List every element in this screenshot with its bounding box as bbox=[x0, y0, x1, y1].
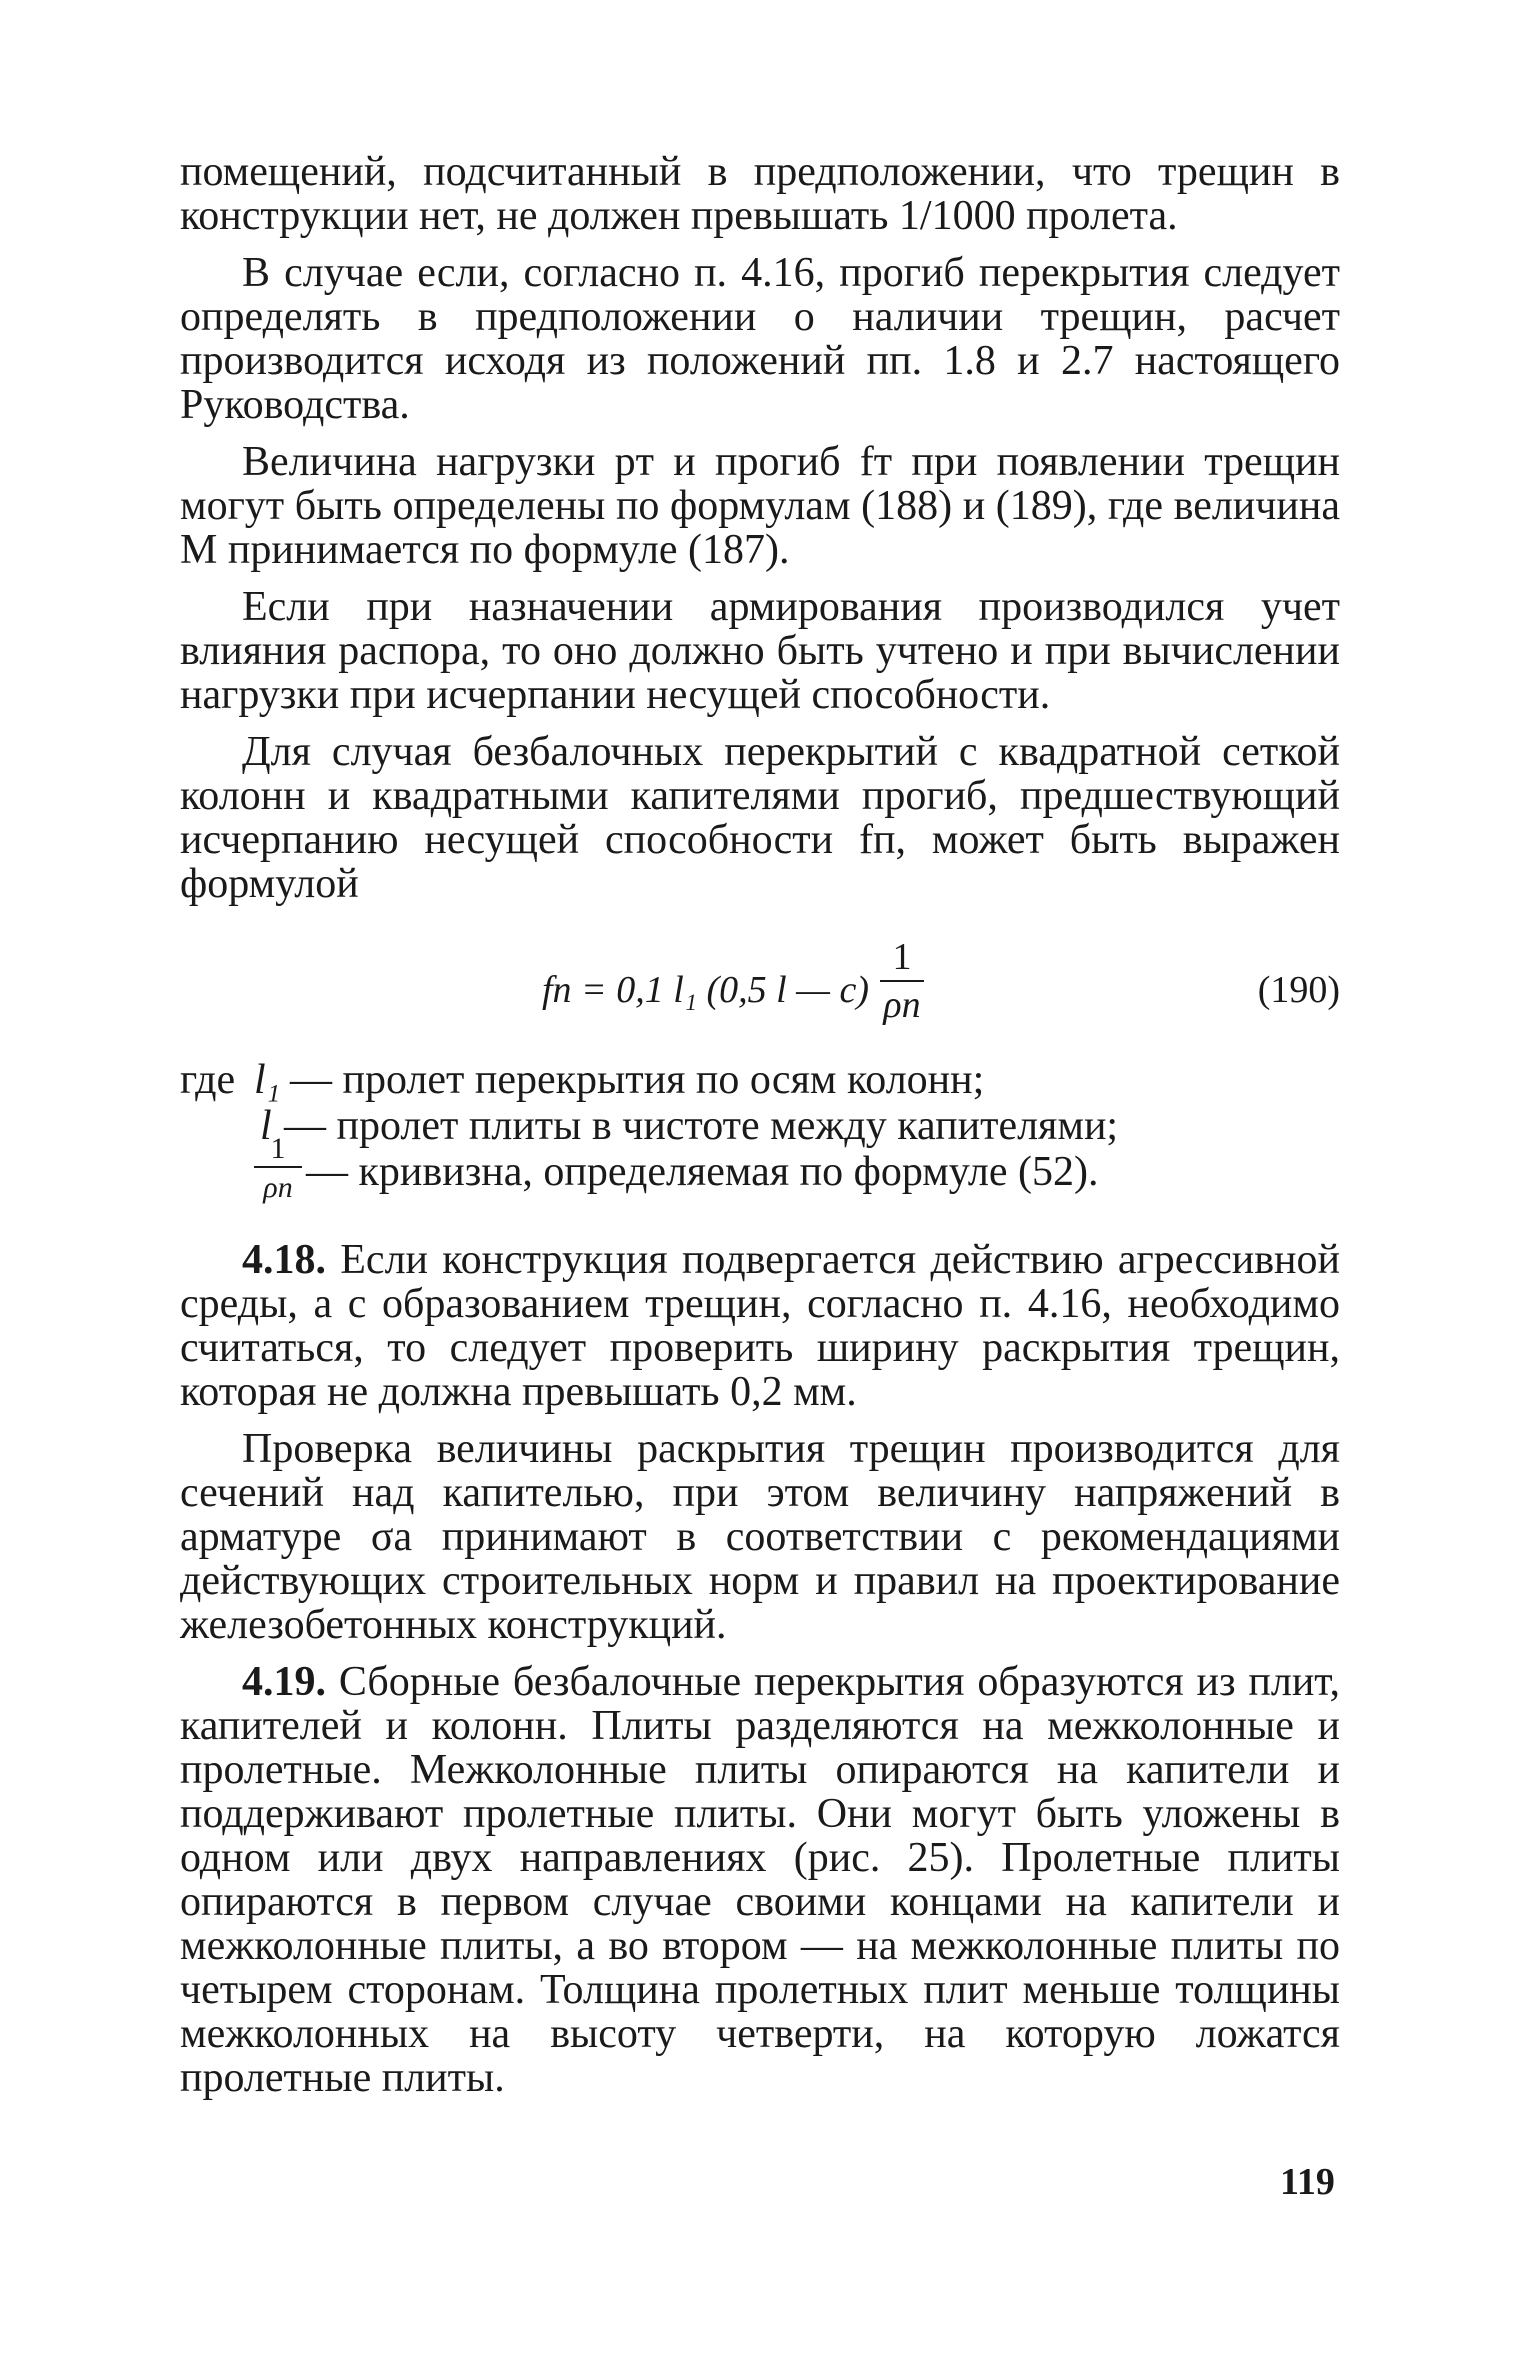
definition-symbol: l₁ bbox=[254, 1057, 281, 1103]
section-number: 4.19. bbox=[242, 1659, 326, 1705]
definition-text: — пролет плиты в чистоте между капителями; bbox=[284, 1103, 1119, 1149]
section-4-19 bbox=[180, 1660, 1340, 2100]
definition-item bbox=[180, 1132, 1340, 1226]
paragraph-2: В случае если, согласно п. 4.16, прогиб перекрытия следует определять в предположении о наличии трещин, расчет производится исходя из положений пп. 1.8 и 2.7 настоящего Руководства. bbox=[180, 250, 1340, 428]
definition-numerator: 1 bbox=[254, 1132, 302, 1168]
section-text: Сборные безбалочные перекрытия образуются из плит, капителей и колонн. Плиты разделяются на межколонные и пролетные. Межколонные плиты опираются на капители и поддерживают пролетные плиты. Они могут быть уложены в одном или двух направлениях (рис. 25). Пролетные плиты опираются в первом случае своими концами на капители и межколонные плиты, а во втором — на межколонные плиты по четырем сторонам. Толщина пролетных плит меньше толщины межколонных на высоту четверти, на которую ложатся пролетные плиты. bbox=[180, 1659, 1341, 2101]
paragraph-5: Для случая безбалочных перекрытий с квадратной сеткой колонн и квадратными капителями прогиб, предшествующий исчерпанию несущей способности fп, может быть выражен формулой bbox=[180, 729, 1340, 907]
formula-denominator: ρп bbox=[883, 984, 921, 1026]
paragraph-1: помещений, подсчитанный в предположении, что трещин в конструкции нет, не должен превышать 1/1000 пролета. bbox=[180, 149, 1340, 239]
page-number: 119 bbox=[1280, 2161, 1335, 2203]
section-number: 4.18. bbox=[242, 1237, 326, 1283]
definition-text: — кривизна, определяемая по формуле (52). bbox=[306, 1149, 1099, 1195]
definition-denominator: ρп bbox=[263, 1171, 293, 1204]
section-4-18 bbox=[180, 1238, 1340, 1414]
formula-number: (190) bbox=[1257, 969, 1340, 1011]
definition-item bbox=[180, 1058, 1340, 1104]
definition-lead: где bbox=[180, 1057, 236, 1103]
definition-fraction bbox=[254, 1132, 302, 1208]
section-text: Если конструкция подвергается действию агрессивной среды, а с образованием трещин, согласно п. 4.16, необходимо считаться, то следует проверить ширину раскрытия трещин, которая не должна превышать 0,2 мм. bbox=[180, 1237, 1340, 1415]
definition-symbol: l bbox=[260, 1103, 272, 1149]
body-text bbox=[180, 150, 1340, 2113]
paragraph-4: Если при назначении армирования производился учет влияния распора, то оно должно быть учтено и при вычислении нагрузки при исчерпании несущей способности. bbox=[180, 584, 1340, 718]
formula-expression: fп = 0,1 l₁ (0,5 l — c) bbox=[542, 969, 869, 1011]
formula-numerator: 1 bbox=[880, 934, 924, 982]
definitions-list bbox=[180, 1058, 1340, 1226]
formula-190 bbox=[180, 934, 1340, 1046]
definition-text: — пролет перекрытия по осям колонн; bbox=[290, 1057, 985, 1103]
paragraph-3: Величина нагрузки pт и прогиб fт при появлении трещин могут быть определены по формулам (188) и (189), где величина M принимается по формуле (187). bbox=[180, 439, 1340, 573]
paragraph-6: Проверка величины раскрытия трещин производится для сечений над капителью, при этом величину напряжений в арматуре σа принимают в соответствии с рекомендациями действующих строительных норм и правил на проектирование железобетонных конструкций. bbox=[180, 1426, 1340, 1648]
formula-fraction bbox=[880, 934, 924, 1028]
definition-item bbox=[180, 1104, 1340, 1150]
